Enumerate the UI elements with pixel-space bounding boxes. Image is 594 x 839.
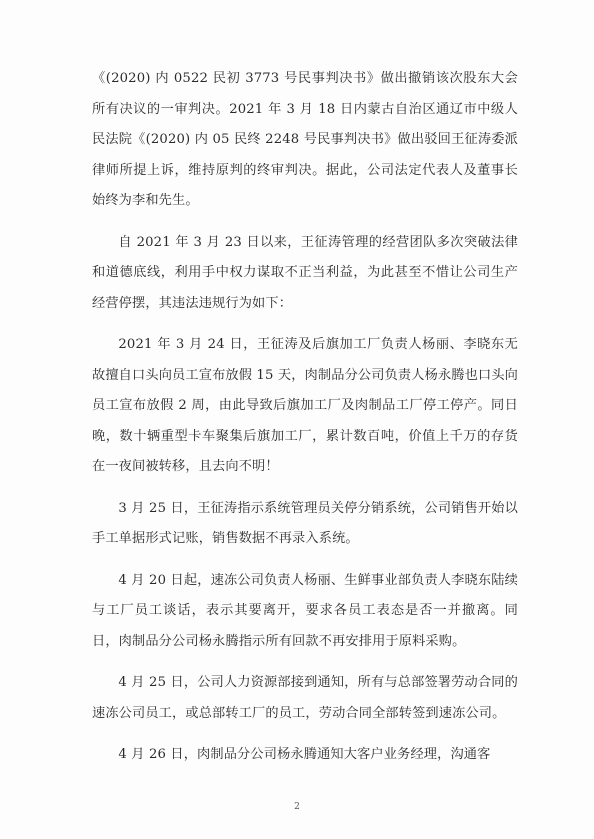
paragraph-1: 《(2020) 内 0522 民初 3773 号民事判决书》做出撤销该次股东大会所有决议的一审判决。2021 年 3 月 18 日内蒙古自治区通辽市中级人民法院《(2020) 内 05 民终 2248 号民事判决书》做出驳回王征涛委派律师所提上诉，维持原判的终审判决。据此，公司法定代表人及董事长始终为李和先生。: [92, 71, 518, 208]
paragraph-7: 4 月 26 日，肉制品分公司杨永腾通知大客户业务经理，沟通客: [118, 747, 491, 762]
document-body: [92, 64, 518, 782]
paragraph-2: 自 2021 年 3 月 23 日以来，王征涛管理的经营团队多次突破法律和道德底线，利用手中权力谋取不正当利益，为此甚至不惜让公司生产经营停摆，其违法违规行为如下：: [92, 234, 518, 311]
paragraph-6: 4 月 25 日，公司人力资源部接到通知，所有与总部签署劳动合同的速冻公司员工，或总部转工厂的员工，劳动合同全部转签到速冻公司。: [92, 675, 518, 721]
paragraph-3: 2021 年 3 月 24 日，王征涛及后旗加工厂负责人杨丽、李晓东无故擅自口头向员工宣布放假 15 天，肉制品分公司负责人杨永腾也口头向员工宣布放假 2 周，由此导致后旗加工厂及肉制品工厂停工停产。同日晚，数十辆重型卡车聚集后旗加工厂，累计数百吨，价值上千万的存货在一夜间被转移，且去向不明！: [92, 337, 518, 474]
paragraph-4: 3 月 25 日，王征涛指示系统管理员关停分销系统，公司销售开始以手工单据形式记账，销售数据不再录入系统。: [92, 500, 518, 546]
page-number: 2: [294, 802, 300, 812]
paragraph-5: 4 月 20 日起，速冻公司负责人杨丽、生鲜事业部负责人李晓东陆续与工厂员工谈话，表示其要离开，要求各员工表态是否一并撤离。同日，肉制品分公司杨永腾指示所有回款不再安排用于原料采购。: [92, 572, 518, 649]
